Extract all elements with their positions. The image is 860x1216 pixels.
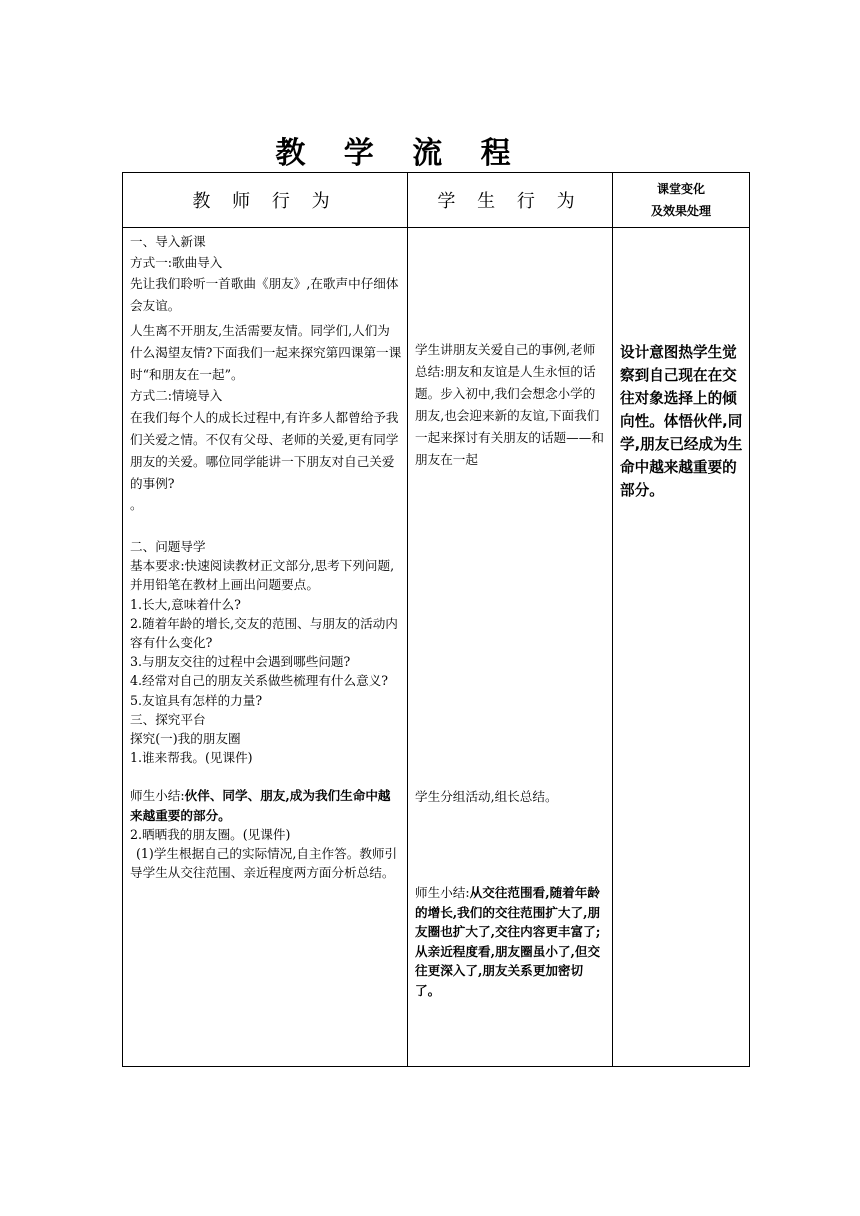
paragraph: 基本要求:快速阅读教材正文部分,思考下列问题,并用铅笔在教材上画出问题要点。 (130, 558, 395, 593)
section-title: 一、导入新课 (130, 234, 206, 249)
method-title: 方式二:情境导入 (130, 388, 223, 403)
summary (130, 786, 402, 824)
student-block-1 (415, 339, 607, 471)
header-effect-line2: 及效果处理 (650, 204, 711, 218)
question-item: 4.经常对自己的朋友关系做些梳理有什么意义? (130, 673, 389, 689)
teacher-column (130, 232, 402, 882)
paragraph: 在我们每个人的成长过程中,有许多人都曾给予我们关爱之情。不仅有父母、老师的关爱,更有同学朋友的关爱。哪位同学能讲一下朋友对自己关爱的事例? (130, 409, 399, 491)
question-item: 2.随着年龄的增长,交友的范围、与朋友的活动内容有什么变化? (130, 615, 398, 651)
method-title: 方式一:歌曲导入 (130, 254, 223, 270)
column-divider (407, 173, 408, 1066)
header-effect-line1: 课堂变化 (656, 182, 705, 196)
header-student: 学 生 行 为 (437, 191, 583, 212)
paragraph: 先让我们聆听一首歌曲《朋友》,在歌声中仔细体会友谊。 (130, 276, 399, 313)
summary-text: 伙伴、同学、朋友,成为我们生命中越来越重要的部分。 (130, 788, 391, 823)
paragraph: 人生离不开朋友,生活需要友情。同学们,人们为什么渴望友情?下面我们一起来探究第四课第一课时“和朋友在一起”。 (130, 323, 402, 382)
paragraph: 学生讲朋友关爱自己的事例,老师总结:朋友和友谊是人生永恒的话题。步入初中,我们会想念小学的朋友,也会迎来新的友谊,下面我们一起来探讨有关朋友的话题——和朋友在一起 (415, 342, 604, 467)
header-divider (123, 227, 749, 228)
header-teacher: 教 师 行 为 (192, 191, 338, 212)
question-item: 5.友谊具有怎样的力量? (130, 692, 263, 708)
student-block-2 (415, 787, 607, 808)
paragraph: (1)学生根据自己的实际情况,自主作答。教师引导学生从交往范围、亲近程度两方面分析总结。 (130, 846, 398, 881)
summary-text: 从交往范围看,随着年龄的增长,我们的交往范围扩大了,朋友圈也扩大了,交往内容更丰富了;从亲近程度看,朋友圈虽小了,但交往更深入了,朋友关系更加密切了。 (415, 885, 601, 998)
question-item: 3.与朋友交往的过程中会遇到哪些问题? (130, 654, 351, 670)
explore-title: 探究(一)我的朋友圈 (130, 731, 241, 747)
page-title: 教 学 流 程 (275, 136, 525, 171)
teaching-flow-table (122, 172, 750, 1067)
header-effect (613, 173, 749, 227)
explore-item: 1.谁来帮我。(见课件) (130, 750, 253, 766)
design-intent-note: 设计意图热学生觉察到自己现在在交往对象选择上的倾向性。体悟伙伴,同学,朋友已经成为生命中越来越重要的部分。 (620, 344, 743, 499)
paragraph: 学生分组活动,组长总结。 (415, 789, 558, 804)
section-title: 三、探究平台 (130, 711, 206, 727)
explore-item: 2.晒晒我的朋友圈。(见课件) (130, 826, 291, 842)
column-divider (612, 173, 613, 1066)
section-title: 二、问题导学 (130, 539, 206, 554)
question-item: 1.长大,意味着什么? (130, 596, 241, 612)
paragraph: 。 (130, 496, 143, 512)
summary-label: 师生小结: (130, 788, 185, 804)
summary-label: 师生小结: (415, 885, 470, 900)
summary (415, 883, 607, 1000)
student-block-3 (415, 883, 607, 1000)
